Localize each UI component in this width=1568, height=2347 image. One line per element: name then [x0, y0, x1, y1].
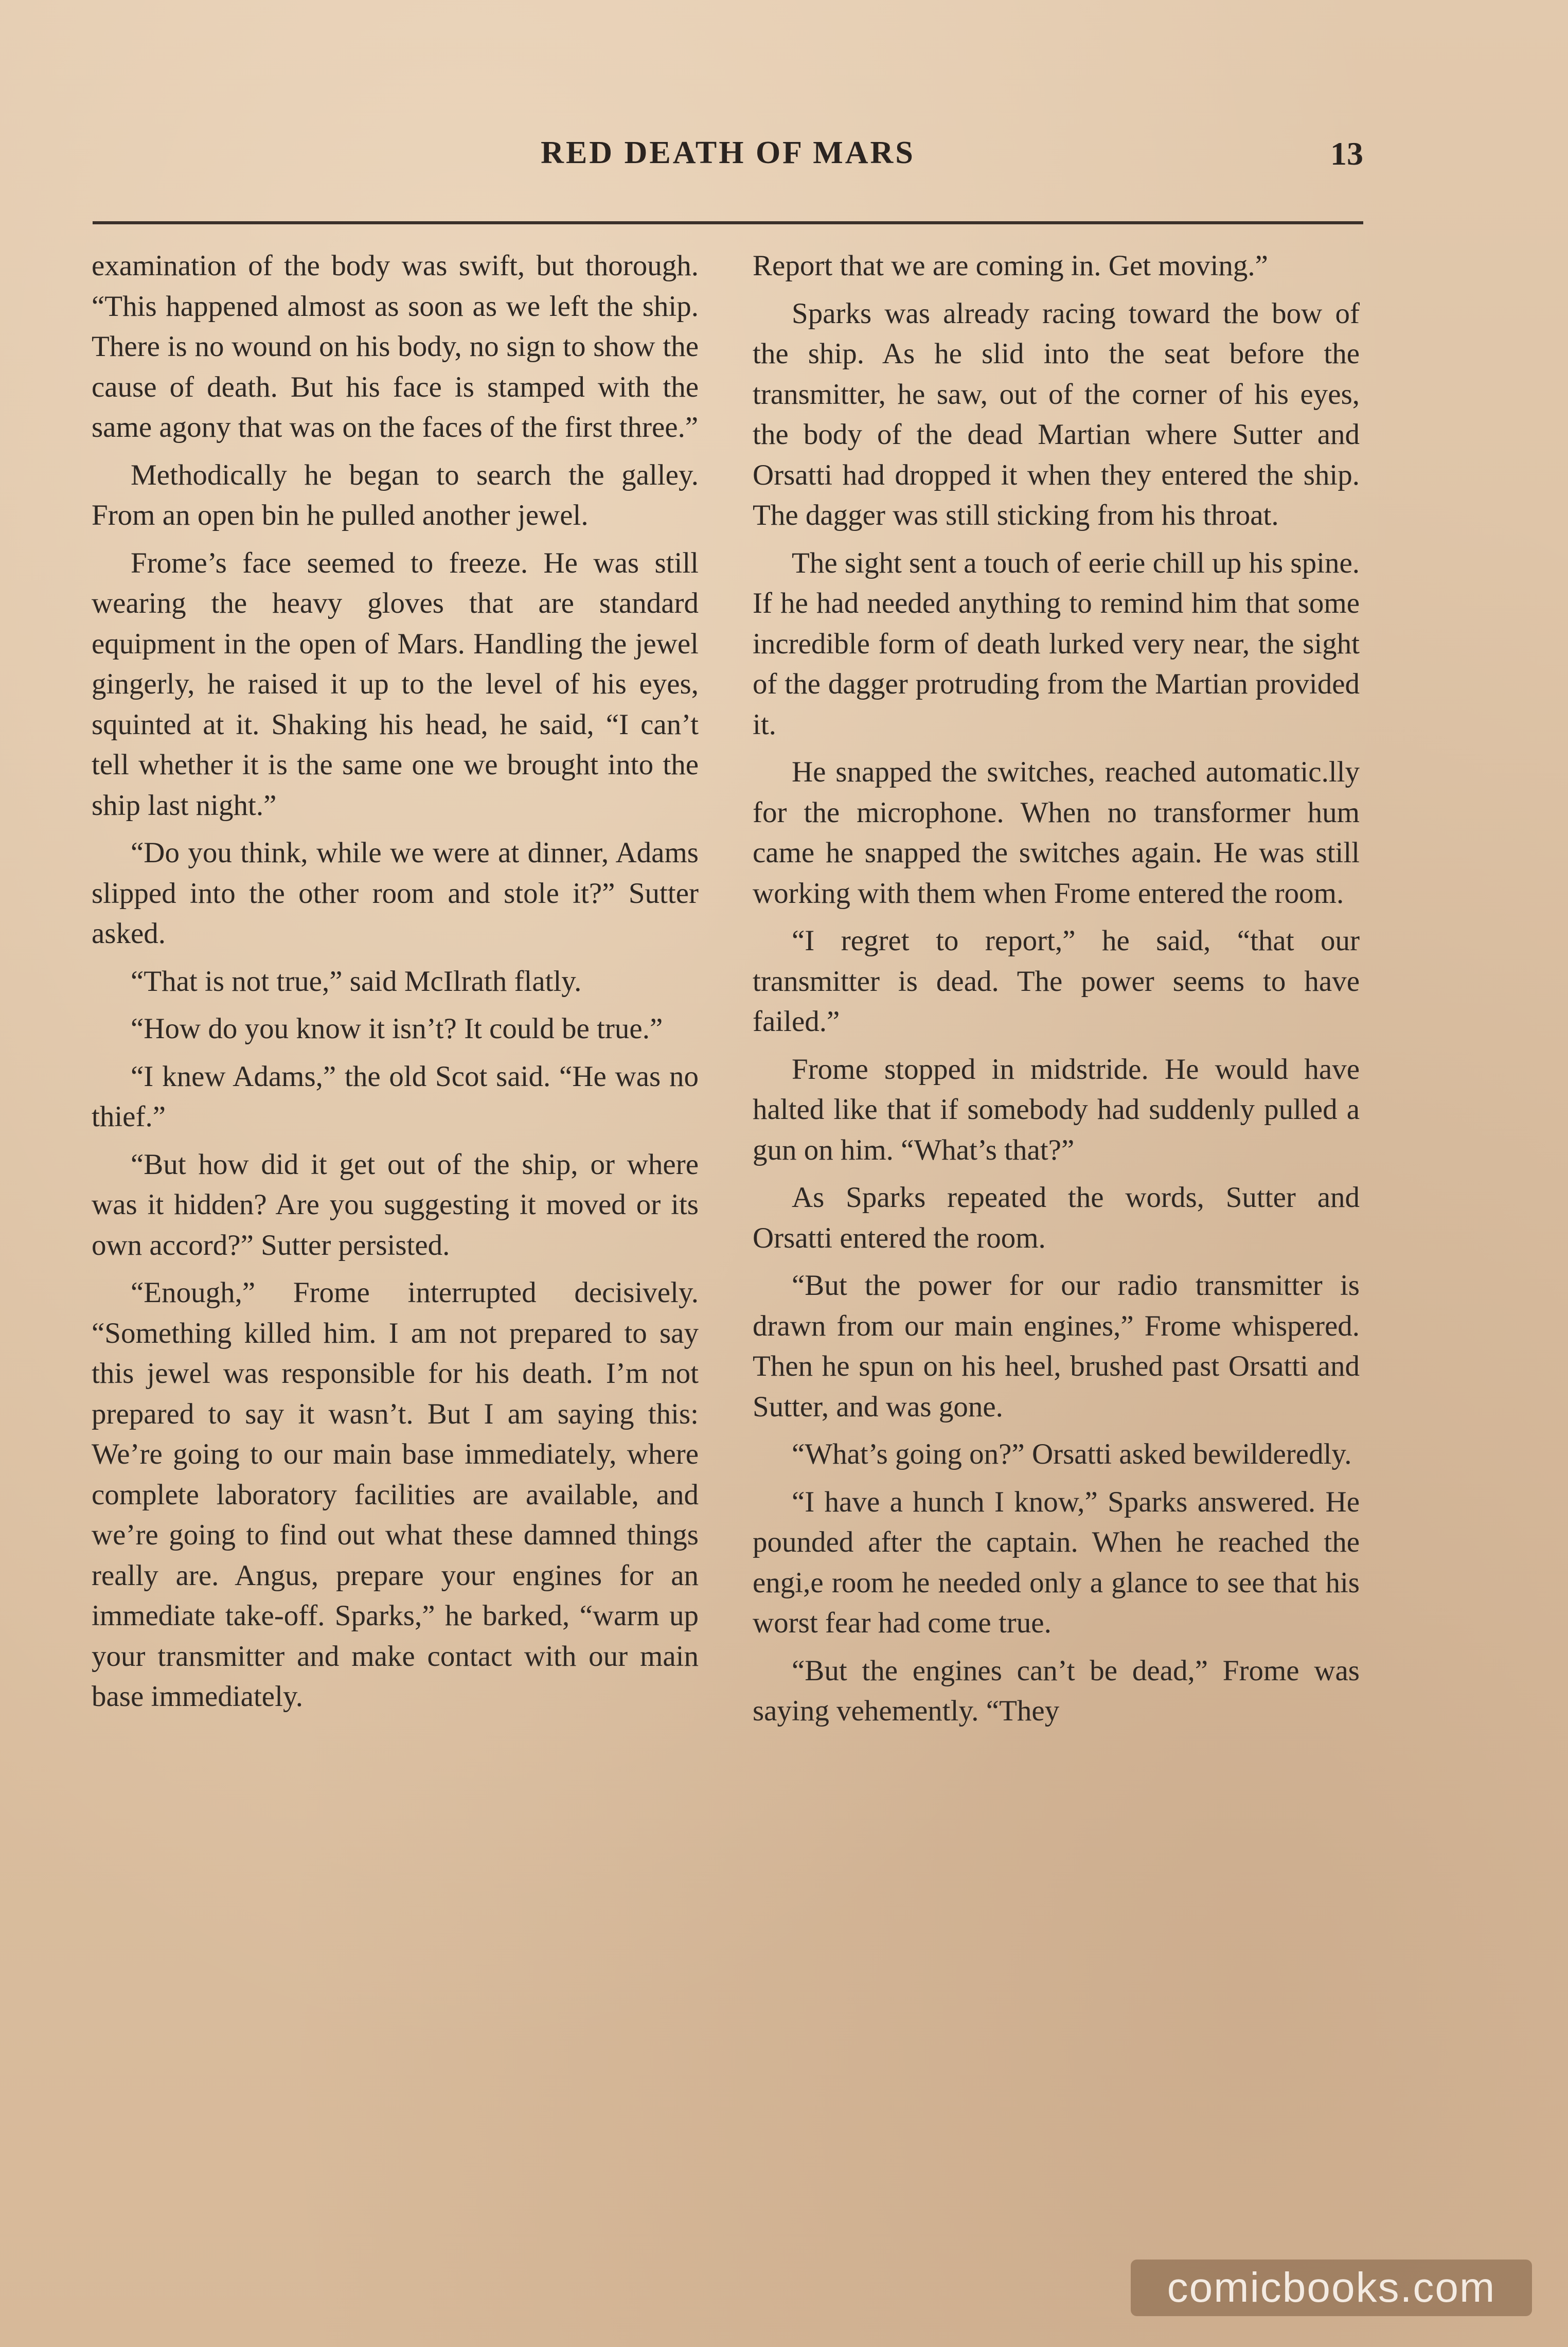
page-number: 13: [1330, 135, 1363, 172]
paragraph: Methodically he began to search the galley. From an open bin he pulled another jewel.: [92, 458, 699, 531]
watermark-badge: comicbooks.com: [1131, 2260, 1532, 2316]
paragraph: “I regret to report,” he said, “that our transmitter is dead. The power seems to have failed.”: [753, 924, 1360, 1038]
paragraph: The sight sent a touch of eerie chill up his spine. If he had needed anything to remind him that some incredible form of death lurked very near, the sight of the dagger protruding from the Martian provided it.: [753, 546, 1360, 741]
paragraph: “How do you know it isn’t? It could be true.”: [131, 1012, 663, 1045]
paragraph: He snapped the switches, reached automatic.lly for the microphone. When no transformer hum came he snapped the switches again. He was still working with them when Frome entered the room.: [753, 756, 1360, 910]
paragraph: “What’s going on?” Orsatti asked bewilderedly.: [792, 1438, 1352, 1470]
paragraph: Frome’s face seemed to freeze. He was still wearing the heavy gloves that are standard equipment in the open of Mars. Handling the jewel gingerly, he raised it up to the level of his eyes, squinted at it. Shaking his head, he said, “I can’t tell whether it is the same one we brought into the ship last night.”: [92, 546, 699, 822]
paragraph: Sparks was already racing toward the bow of the ship. As he slid into the seat before the transmitter, he saw, out of the corner of his eyes, the body of the dead Martian where Sutter and Orsatti had dropped it when they entered the ship. The dagger was still sticking from his throat.: [753, 297, 1360, 531]
paragraph: Frome stopped in midstride. He would have halted like that if somebody had suddenly pulled a gun on him. “What’s that?”: [753, 1053, 1360, 1166]
paragraph: “I have a hunch I know,” Sparks answered. He pounded after the captain. When he reached the engi,e room he needed only a glance to see that his worst fear had come true.: [753, 1485, 1360, 1639]
paragraph: “But the power for our radio transmitter is drawn from our main engines,” Frome whispered. Then he spun on his heel, brushed past Orsatti and Sutter, and was gone.: [753, 1269, 1360, 1423]
paragraph: “I knew Adams,” the old Scot said. “He was no thief.”: [92, 1060, 699, 1133]
text-column-left: [92, 246, 699, 1724]
paragraph: “Enough,” Frome interrupted decisively. “Something killed him. I am not prepared to say this jewel was responsible for his death. I’m not prepared to say it wasn’t. But I am saying this: We’re going to our main base immediately, where complete laboratory facilities are available, and we’re going to find out what these damned things really are. Angus, prepare your engines for an immediate take-off. Sparks,” he barked, “warm up your transmitter and make contact with our main base immediately.: [92, 1276, 699, 1713]
paragraph: “That is not true,” said McIlrath flatly.: [131, 965, 582, 998]
paragraph: “But the engines can’t be dead,” Frome was saying vehemently. “They: [753, 1654, 1360, 1727]
paragraph: Report that we are coming in. Get moving.”: [753, 250, 1268, 282]
page-header: [93, 135, 1363, 181]
text-column-right: [753, 246, 1360, 1739]
paragraph: “Do you think, while we were at dinner, Adams slipped into the other room and stole it?” Sutter asked.: [92, 837, 699, 950]
running-title: RED DEATH OF MARS: [541, 135, 915, 170]
paragraph: “But how did it get out of the ship, or where was it hidden? Are you suggesting it moved or its own accord?” Sutter persisted.: [92, 1148, 699, 1261]
paragraph: As Sparks repeated the words, Sutter and Orsatti entered the room.: [753, 1181, 1360, 1254]
paragraph: examination of the body was swift, but thorough. “This happened almost as soon as we left the ship. There is no wound on his body, no sign to show the cause of death. But his face is stamped with the same agony that was on the faces of the first three.”: [92, 250, 699, 443]
header-rule: [93, 221, 1363, 224]
